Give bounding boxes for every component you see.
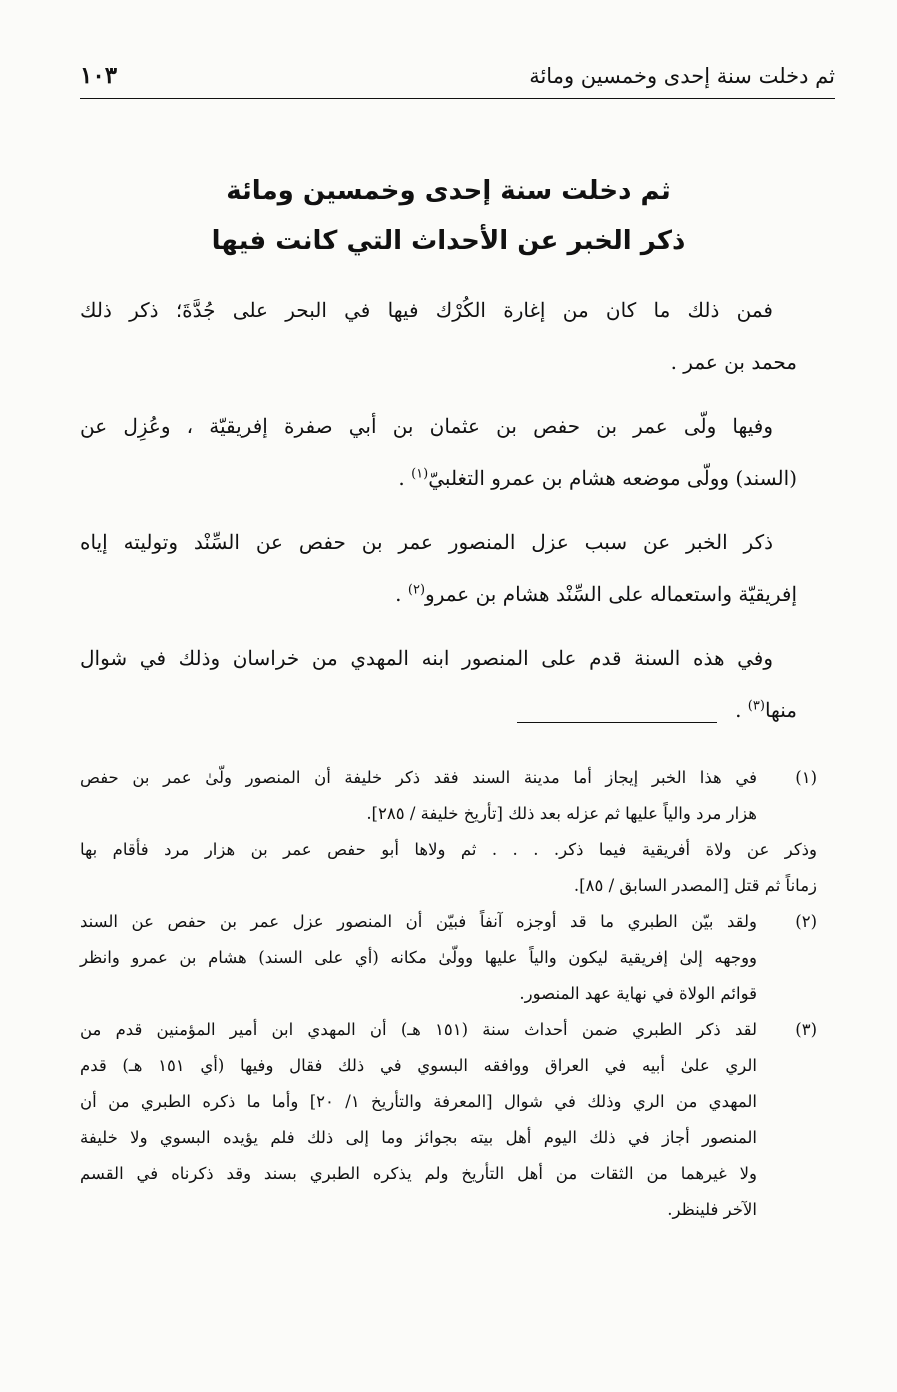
footnote-line: ولقد بيّن الطبري ما قد أوجزه آنفاً فبيّن أن المنصور عزل عمر بن حفص عن السند	[80, 912, 757, 931]
footnote	[80, 760, 817, 832]
footnote-continuation	[80, 832, 817, 904]
footnote-number: (٢)	[795, 912, 817, 931]
text-fragment: إفريقيّة واستعماله على السِّنْد هشام بن عمرو	[425, 582, 797, 606]
footnote-line: ووجهه إلىٰ إفريقية ليكون والياً عليها وولّىٰ مكانه (أي على السند) هشام بن عمرو وانظر	[80, 948, 757, 967]
footnote-line: وذكر عن ولاة أفريقية فيما ذكر. . . . ثم ولاها أبو حفص عمر بن هزار مرد فأقام بها	[80, 840, 817, 859]
footnote-reference[interactable]: (٣)	[747, 698, 765, 714]
footnote-line: هزار مرد والياً عليها ثم عزله بعد ذلك [تأريخ خليفة / ٢٨٥].	[366, 804, 757, 823]
footnote-line: زماناً ثم قتل [المصدر السابق / ٨٥].	[573, 876, 817, 895]
text-fragment: .	[735, 698, 748, 722]
footnote-reference[interactable]: (١)	[411, 466, 429, 482]
text-fragment: .	[395, 582, 408, 606]
section-heading: ذكر الخبر عن الأحداث التي كانت فيها	[211, 226, 686, 256]
text-line: محمد بن عمر .	[670, 350, 797, 374]
footnote-number: (٣)	[795, 1020, 817, 1039]
page-number: ١٠٣	[80, 62, 118, 89]
paragraph	[80, 400, 797, 504]
footnote-line: لقد ذكر الطبري ضمن أحداث سنة (١٥١ هـ) أن المهدي ابن أمير المؤمنين قدم من	[80, 1020, 758, 1039]
chapter-heading: ثم دخلت سنة إحدى وخمسين ومائة	[226, 176, 671, 206]
text-line: وفي هذه السنة قدم على المنصور ابنه المهدي من خراسان وذلك في شوال	[80, 646, 773, 670]
text-line: فمن ذلك ما كان من إغارة الكُرْك فيها في البحر على جُدَّةَ؛ ذكر ذلك	[80, 298, 773, 322]
text-line: ذكر الخبر عن سبب عزل المنصور عمر بن حفص عن السِّنْد وتوليته إياه	[80, 530, 773, 554]
paragraph	[80, 516, 797, 620]
footnote-line: الري علىٰ أبيه في العراق ووافقه البسوي في ذلك فقال وفيها (أي ١٥١ هـ) قدم	[80, 1056, 757, 1075]
footnote-line: المنصور أجاز في ذلك اليوم أهل بيته بجوائز وما إلى ذلك فلم يؤيده البسوي ولا خليفة	[80, 1128, 757, 1147]
text-fragment: .	[398, 466, 412, 490]
text-line: وفيها ولّى عمر بن حفص بن عثمان بن أبي صفرة إفريقيّة ، وعُزِل عن	[80, 414, 773, 438]
footnote-reference[interactable]: (٢)	[407, 582, 426, 598]
footnotes	[80, 760, 817, 1228]
text-fragment: منها	[764, 698, 797, 722]
footnote-line: في هذا الخبر إيجاز أما مدينة السند فقد ذكر خليفة أن المنصور ولّىٰ عمر بن حفص	[80, 768, 757, 787]
footnote-line: الآخر فلينظر.	[667, 1200, 757, 1219]
text-fragment: (السند) وولّى موضعه هشام بن عمرو التغلبيّ	[428, 466, 797, 490]
footnote-line: ولا غيرهما من الثقات من أهل التأريخ ولم يذكره الطبري بسند وقد ذكرناه في القسم	[80, 1164, 757, 1183]
footnote-separator	[517, 722, 717, 723]
main-text	[80, 284, 797, 748]
paragraph	[80, 284, 797, 388]
paragraph	[80, 632, 797, 736]
footnote-line: قوائم الولاة في نهاية عهد المنصور.	[519, 984, 757, 1003]
text-line-with-note	[80, 568, 797, 620]
running-header	[80, 56, 835, 99]
text-line-with-note	[80, 452, 797, 504]
text-line-with-note	[80, 684, 797, 736]
footnote-number: (١)	[795, 768, 817, 787]
footnote	[80, 1012, 817, 1228]
footnote	[80, 904, 817, 1012]
footnote-line: المهدي من الري وذلك في شوال [المعرفة والتأريخ ١/ ٢٠] وأما ما ذكره الطبري من أن	[80, 1092, 757, 1111]
running-header-title: ثم دخلت سنة إحدى وخمسين ومائة	[529, 64, 835, 88]
